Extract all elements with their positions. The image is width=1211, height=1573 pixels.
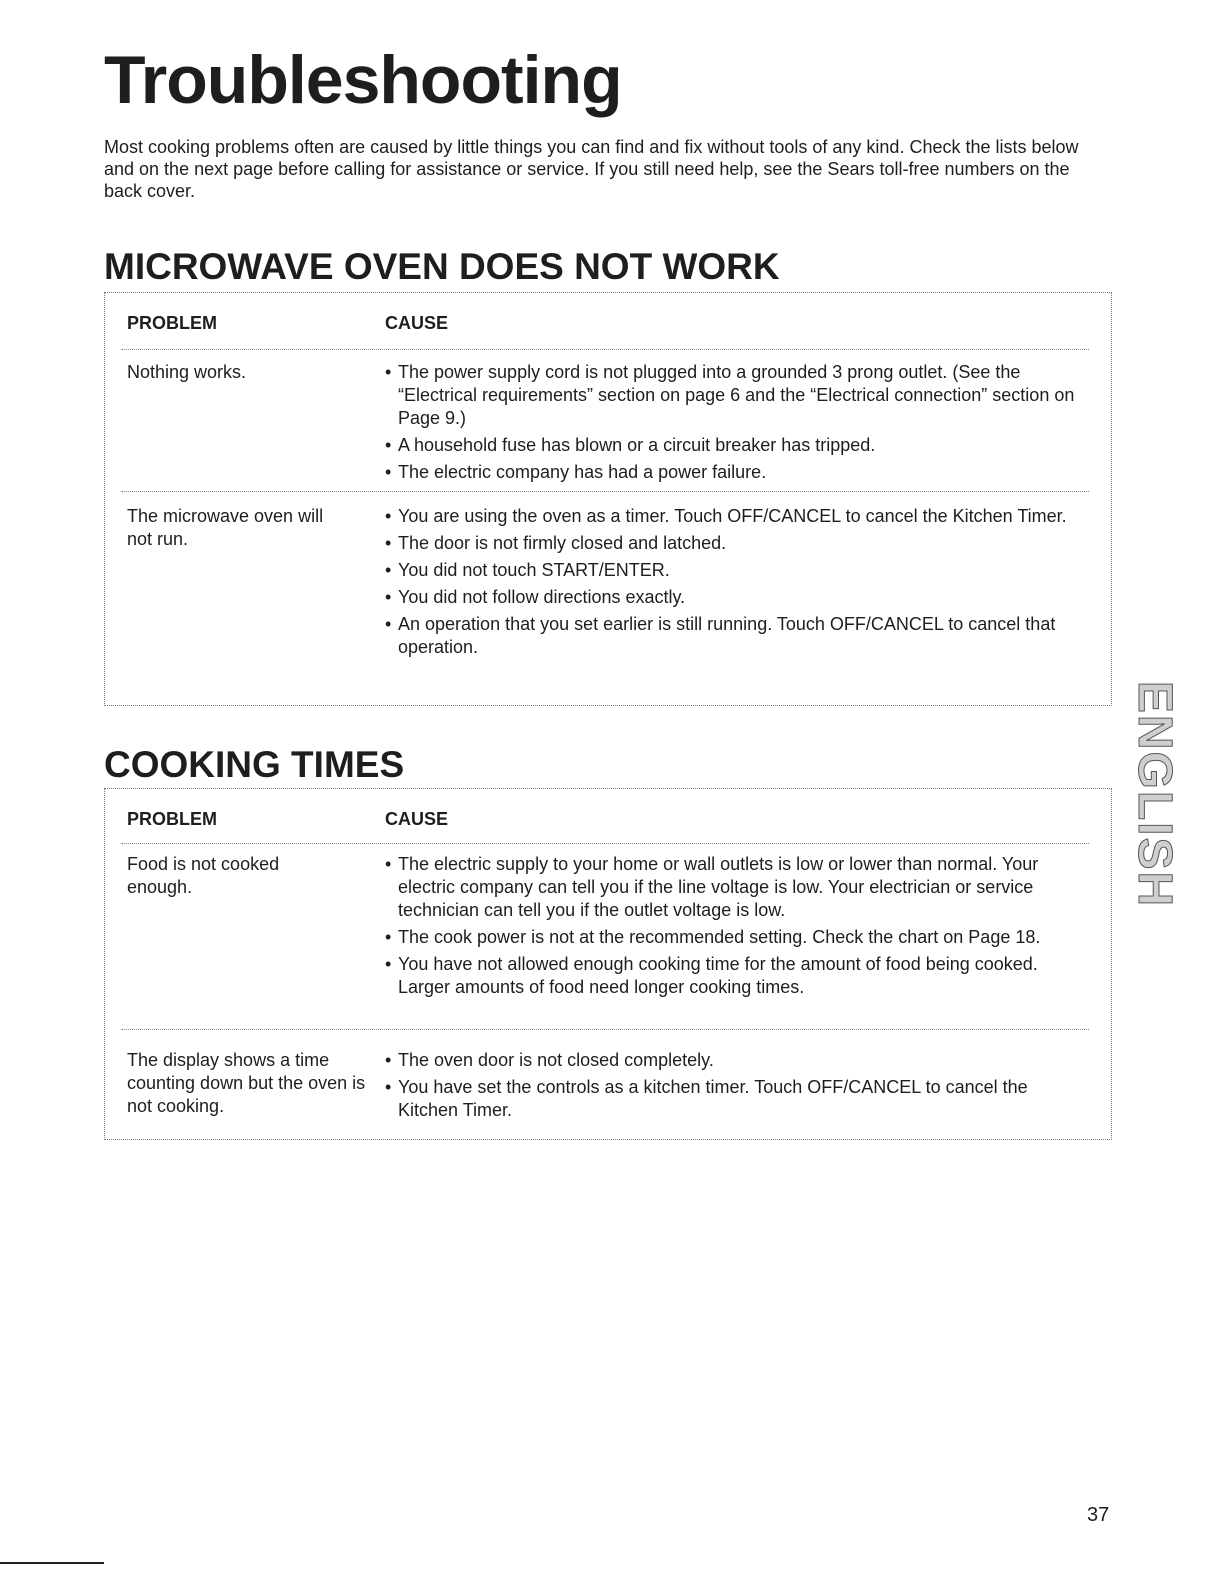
column-header-problem: PROBLEM	[127, 809, 217, 829]
troubleshooting-table-oven-not-work	[104, 292, 1112, 706]
cause-item: • You have set the controls as a kitchen timer. Touch OFF/CANCEL to cancel the Kitchen Timer.	[385, 1076, 1085, 1122]
cause-item: • You did not touch START/ENTER.	[385, 559, 1085, 582]
section-heading-oven-not-work: MICROWAVE OVEN DOES NOT WORK	[104, 246, 780, 287]
column-header-cause: CAUSE	[385, 809, 449, 829]
cause-item: • The door is not firmly closed and latched.	[385, 532, 1085, 555]
column-header-cause: CAUSE	[385, 313, 449, 333]
section-heading-cooking-times: COOKING TIMES	[104, 744, 405, 785]
troubleshooting-table-cooking-times	[104, 788, 1112, 1140]
cause-item: • You did not follow directions exactly.	[385, 586, 1085, 609]
cause-list	[385, 853, 1085, 1003]
problem-cell: Nothing works.	[127, 362, 247, 382]
cause-item: • The power supply cord is not plugged into a grounded 3 prong outlet. (See the “Electrical requirements” section on page 6 and the “Electrical connection” section on Page 9.)	[385, 361, 1085, 430]
cause-item: • The electric supply to your home or wall outlets is low or lower than normal. Your electric company can tell you if the line voltage is low. Your electrician or service technician can tell you if the outlet voltage is low.	[385, 853, 1085, 922]
intro-paragraph: Most cooking problems often are caused by little things you can find and fix without tools of any kind. Check the lists below and on the next page before calling for assistance or service. If you still need help, see the Sears toll-free numbers on the back cover.	[104, 137, 1079, 201]
cause-item: • The cook power is not at the recommended setting. Check the chart on Page 18.	[385, 926, 1085, 949]
page-title: Troubleshooting	[104, 42, 622, 118]
header-divider	[121, 349, 1089, 350]
cause-item: • An operation that you set earlier is still running. Touch OFF/CANCEL to cancel that operation.	[385, 613, 1085, 659]
cause-item: • You are using the oven as a timer. Touch OFF/CANCEL to cancel the Kitchen Timer.	[385, 505, 1085, 528]
footer-rule	[0, 1562, 104, 1564]
cause-item: • The oven door is not closed completely.	[385, 1049, 1085, 1072]
header-divider	[121, 843, 1089, 844]
page-number: 37	[1087, 1504, 1110, 1526]
cause-list	[385, 505, 1085, 663]
language-label: ENGLISH	[1128, 680, 1182, 908]
language-side-tab	[1128, 680, 1182, 908]
cause-item: • You have not allowed enough cooking time for the amount of food being cooked. Larger amounts of food need longer cooking times.	[385, 953, 1085, 999]
cause-list	[385, 361, 1085, 488]
problem-cell: Food is not cooked enough.	[127, 854, 280, 897]
cause-list	[385, 1049, 1085, 1126]
cause-item: • A household fuse has blown or a circuit breaker has tripped.	[385, 434, 1085, 457]
row-divider	[121, 491, 1089, 492]
cause-item: • The electric company has had a power failure.	[385, 461, 1085, 484]
problem-cell: The microwave oven will not run.	[127, 506, 324, 549]
column-header-problem: PROBLEM	[127, 313, 217, 333]
row-divider	[121, 1029, 1089, 1030]
problem-cell: The display shows a time counting down but the oven is not cooking.	[127, 1050, 366, 1116]
